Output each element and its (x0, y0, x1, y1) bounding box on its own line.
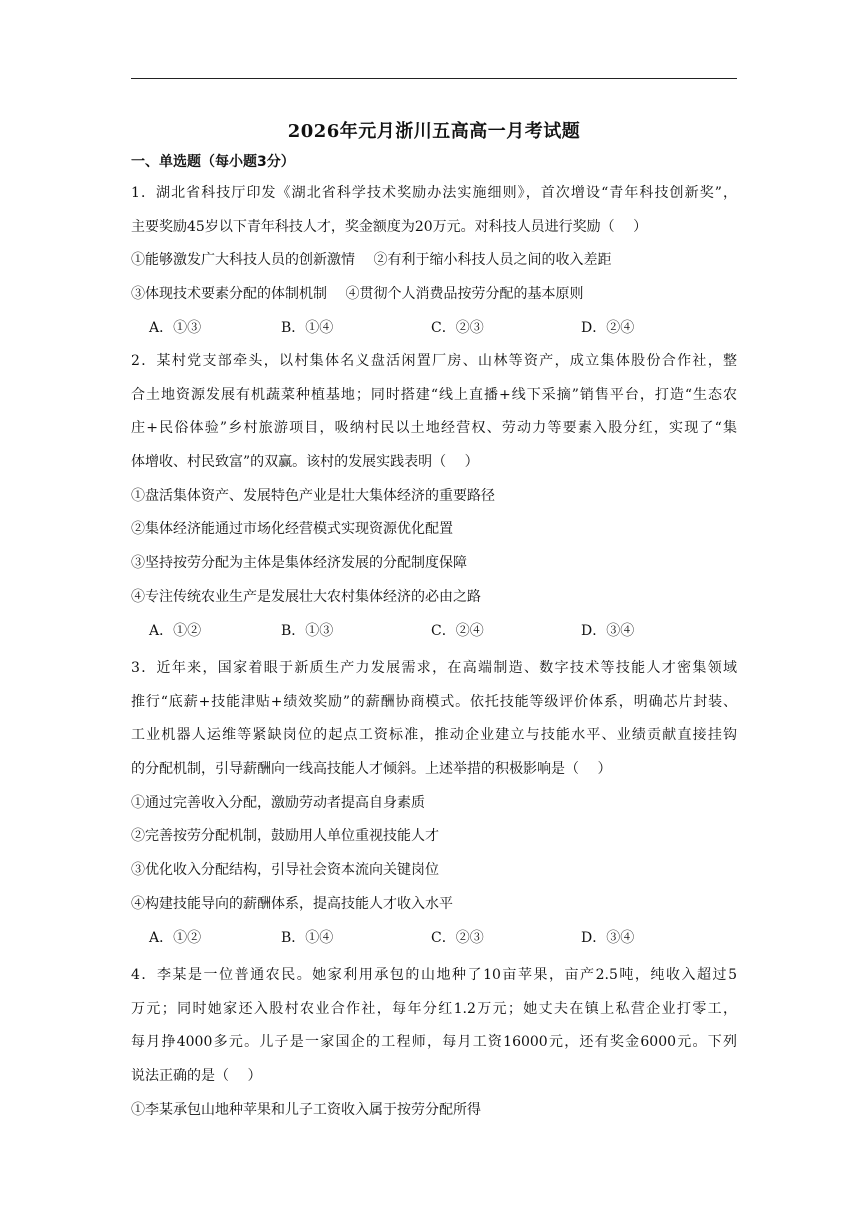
answer-choice-d: D．③④ (581, 622, 635, 639)
question-stem-line: 每月挣4000多元。儿子是一家国企的工程师，每月工资16000元，还有奖金6000元。下列 (131, 1034, 737, 1051)
answer-choices (131, 615, 737, 649)
answer-choice-b: B．①④ (281, 319, 334, 336)
question-stem-line: 4．李某是一位普通农民。她家利用承包的山地种了10亩苹果，亩产2.5吨，纯收入超过5 (131, 967, 737, 983)
exam-title: 2026年元月浙川五高高一月考试题 (287, 121, 581, 142)
answer-choice-a: A．①② (149, 622, 202, 639)
question-1 (131, 177, 737, 345)
statement-option: ①李某承包山地种苹果和儿子工资收入属于按劳分配所得 (131, 1101, 481, 1118)
answer-choice-c: C．②③ (431, 929, 484, 946)
answer-choice-c: C．②③ (431, 319, 484, 336)
question-stem-line: 庄+民俗体验”乡村旅游项目，吸纳村民以土地经营权、劳动力等要素入股分红，实现了“集 (131, 420, 737, 437)
statement-option: ②集体经济能通过市场化经营模式实现资源优化配置 (131, 521, 453, 538)
question-stem-line: 3．近年来，国家着眼于新质生产力发展需求，在高端制造、数字技术等技能人才密集领域 (131, 660, 737, 676)
answer-choice-c: C．②④ (431, 622, 484, 639)
question-stem-line: 2．某村党支部牵头，以村集体名义盘活闲置厂房、山林等资产，成立集体股份合作社，整 (131, 353, 737, 369)
answer-choice-d: D．③④ (581, 929, 635, 946)
statement-option: ④构建技能导向的薪酬体系，提高技能人才收入水平 (131, 895, 453, 912)
statement-option: ①能够激发广大科技人员的创新激情 ②有利于缩小科技人员之间的收入差距 (131, 252, 612, 269)
question-stem-line: 主要奖励45岁以下青年科技人才，奖金额度为20万元。对科技人员进行奖励（ ） (131, 218, 648, 235)
question-stem-line: 工业机器人运维等紧缺岗位的起点工资标准，推动企业建立与技能水平、业绩贡献直接挂钩 (131, 727, 737, 744)
answer-choice-a: A．①③ (149, 319, 202, 336)
question-stem-line: 万元；同时她家还入股村农业合作社，每年分红1.2万元；她丈夫在镇上私营企业打零工， (131, 1000, 737, 1017)
question-stem-line: 合土地资源发展有机蔬菜种植基地；同时搭建“线上直播+线下采摘”销售平台，打造“生态农 (131, 386, 737, 403)
question-stem-line: 说法正确的是（ ） (131, 1068, 262, 1085)
question-stem-line: 推行“底薪+技能津贴+绩效奖励”的薪酬协商模式。依托技能等级评价体系，明确芯片封装、 (131, 693, 737, 710)
statement-option: ③体现技术要素分配的体制机制 ④贯彻个人消费品按劳分配的基本原则 (131, 286, 584, 303)
answer-choice-a: A．①② (149, 929, 202, 946)
question-4 (131, 959, 737, 1127)
answer-choice-d: D．②④ (581, 319, 635, 336)
answer-choice-b: B．①④ (281, 929, 334, 946)
statement-option: ②完善按劳分配机制，鼓励用人单位重视技能人才 (131, 828, 439, 845)
question-3 (131, 652, 737, 955)
statement-option: ③坚持按劳分配为主体是集体经济发展的分配制度保障 (131, 555, 467, 572)
question-2 (131, 345, 737, 648)
statement-option: ④专注传统农业生产是发展壮大农村集体经济的必由之路 (131, 588, 481, 605)
question-stem-line: 的分配机制，引导薪酬向一线高技能人才倾斜。上述举措的积极影响是（ ） (131, 761, 612, 778)
question-stem-line: 体增收、村民致富”的双赢。该村的发展实践表明（ ） (131, 454, 479, 471)
header-rule (131, 78, 737, 79)
statement-option: ③优化收入分配结构，引导社会资本流向关键岗位 (131, 862, 439, 879)
question-stem-line: 1．湖北省科技厅印发《湖北省科学技术奖励办法实施细则》，首次增设“青年科技创新奖”， (131, 185, 737, 201)
answer-choice-b: B．①③ (281, 622, 334, 639)
answer-choices (131, 312, 737, 346)
statement-option: ①盘活集体资产、发展特色产业是壮大集体经济的重要路径 (131, 487, 495, 504)
answer-choices (131, 922, 737, 956)
statement-option: ①通过完善收入分配，激励劳动者提高自身素质 (131, 794, 425, 811)
section-heading: 一、单选题（每小题3分） (131, 154, 295, 170)
